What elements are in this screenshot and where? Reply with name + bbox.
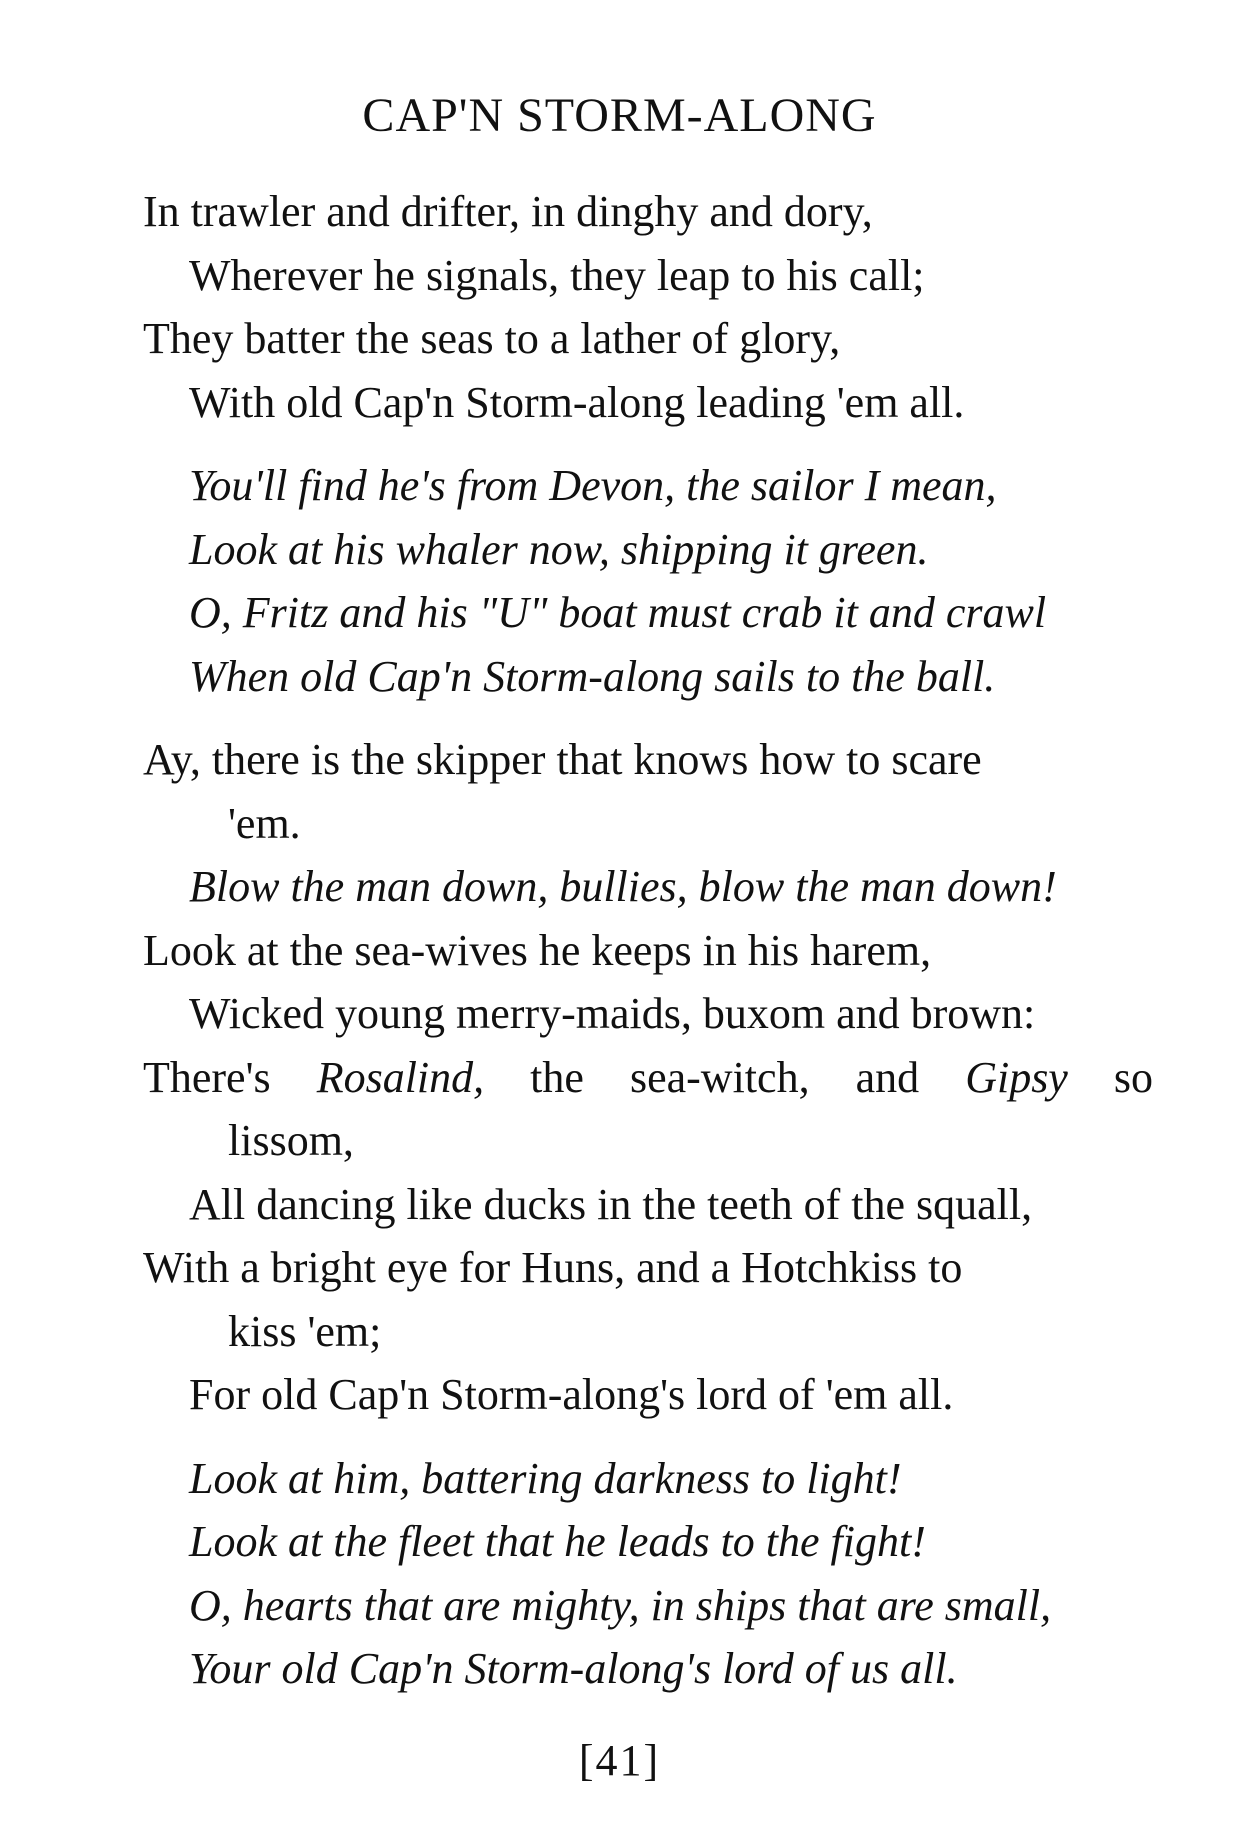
poem-line: Blow the man down, bullies, blow the man down!: [189, 862, 1057, 911]
poem-line: Look at the fleet that he leads to the fight!: [189, 1517, 926, 1566]
stanza-1: [143, 180, 1153, 434]
poem-line-continuation: kiss 'em;: [228, 1306, 382, 1356]
poem-line: They batter the seas to a lather of glory,: [143, 314, 841, 363]
poem-line: Look at his whaler now, shipping it green.: [189, 524, 929, 574]
page-number: [41]: [578, 1736, 661, 1785]
poem-line: With a bright eye for Huns, and a Hotchkiss to: [143, 1243, 963, 1292]
poem-line: O, hearts that are mighty, in ships that are small,: [189, 1580, 1052, 1630]
poem-line-continuation: 'em.: [228, 798, 301, 848]
stanza-3: [143, 728, 1153, 1427]
poem-line: Wherever he signals, they leap to his call;: [189, 250, 925, 300]
poem-line: All dancing like ducks in the teeth of the squall,: [189, 1179, 1033, 1229]
line-text: There's: [143, 1052, 317, 1102]
poem-line-continuation: lissom,: [228, 1116, 354, 1165]
name-rosalind: Rosalind,: [316, 1052, 485, 1102]
poem-line: [143, 1046, 1153, 1110]
stanza-4-refrain: [143, 1447, 1153, 1701]
page-title: CAP'N STORM-ALONG: [362, 89, 877, 142]
poem-line: Your old Cap'n Storm-along's lord of us all.: [189, 1644, 958, 1693]
poem-line: When old Cap'n Storm-along sails to the ball.: [189, 651, 996, 701]
poem-line: Wicked young merry-maids, buxom and brown:: [189, 989, 1036, 1038]
poem-line: For old Cap'n Storm-along's lord of 'em all.: [189, 1370, 954, 1419]
poem-line: Ay, there is the skipper that knows how to scare: [143, 735, 982, 784]
poem-line: In trawler and drifter, in dinghy and dory,: [143, 187, 873, 236]
stanza-2-refrain: [143, 454, 1153, 708]
poem-line: O, Fritz and his "U" boat must crab it and crawl: [189, 588, 1047, 637]
poem-line: Look at him, battering darkness to light!: [189, 1453, 902, 1503]
poem: [143, 180, 1153, 1721]
poem-line: Look at the sea-wives he keeps in his harem,: [143, 925, 932, 975]
line-text: so: [1067, 1052, 1154, 1102]
poem-line: With old Cap'n Storm-along leading 'em all.: [189, 377, 965, 427]
name-gipsy: Gipsy: [965, 1052, 1068, 1102]
poem-line: You'll find he's from Devon, the sailor I mean,: [189, 461, 997, 510]
line-text: the sea-witch, and: [484, 1052, 966, 1102]
